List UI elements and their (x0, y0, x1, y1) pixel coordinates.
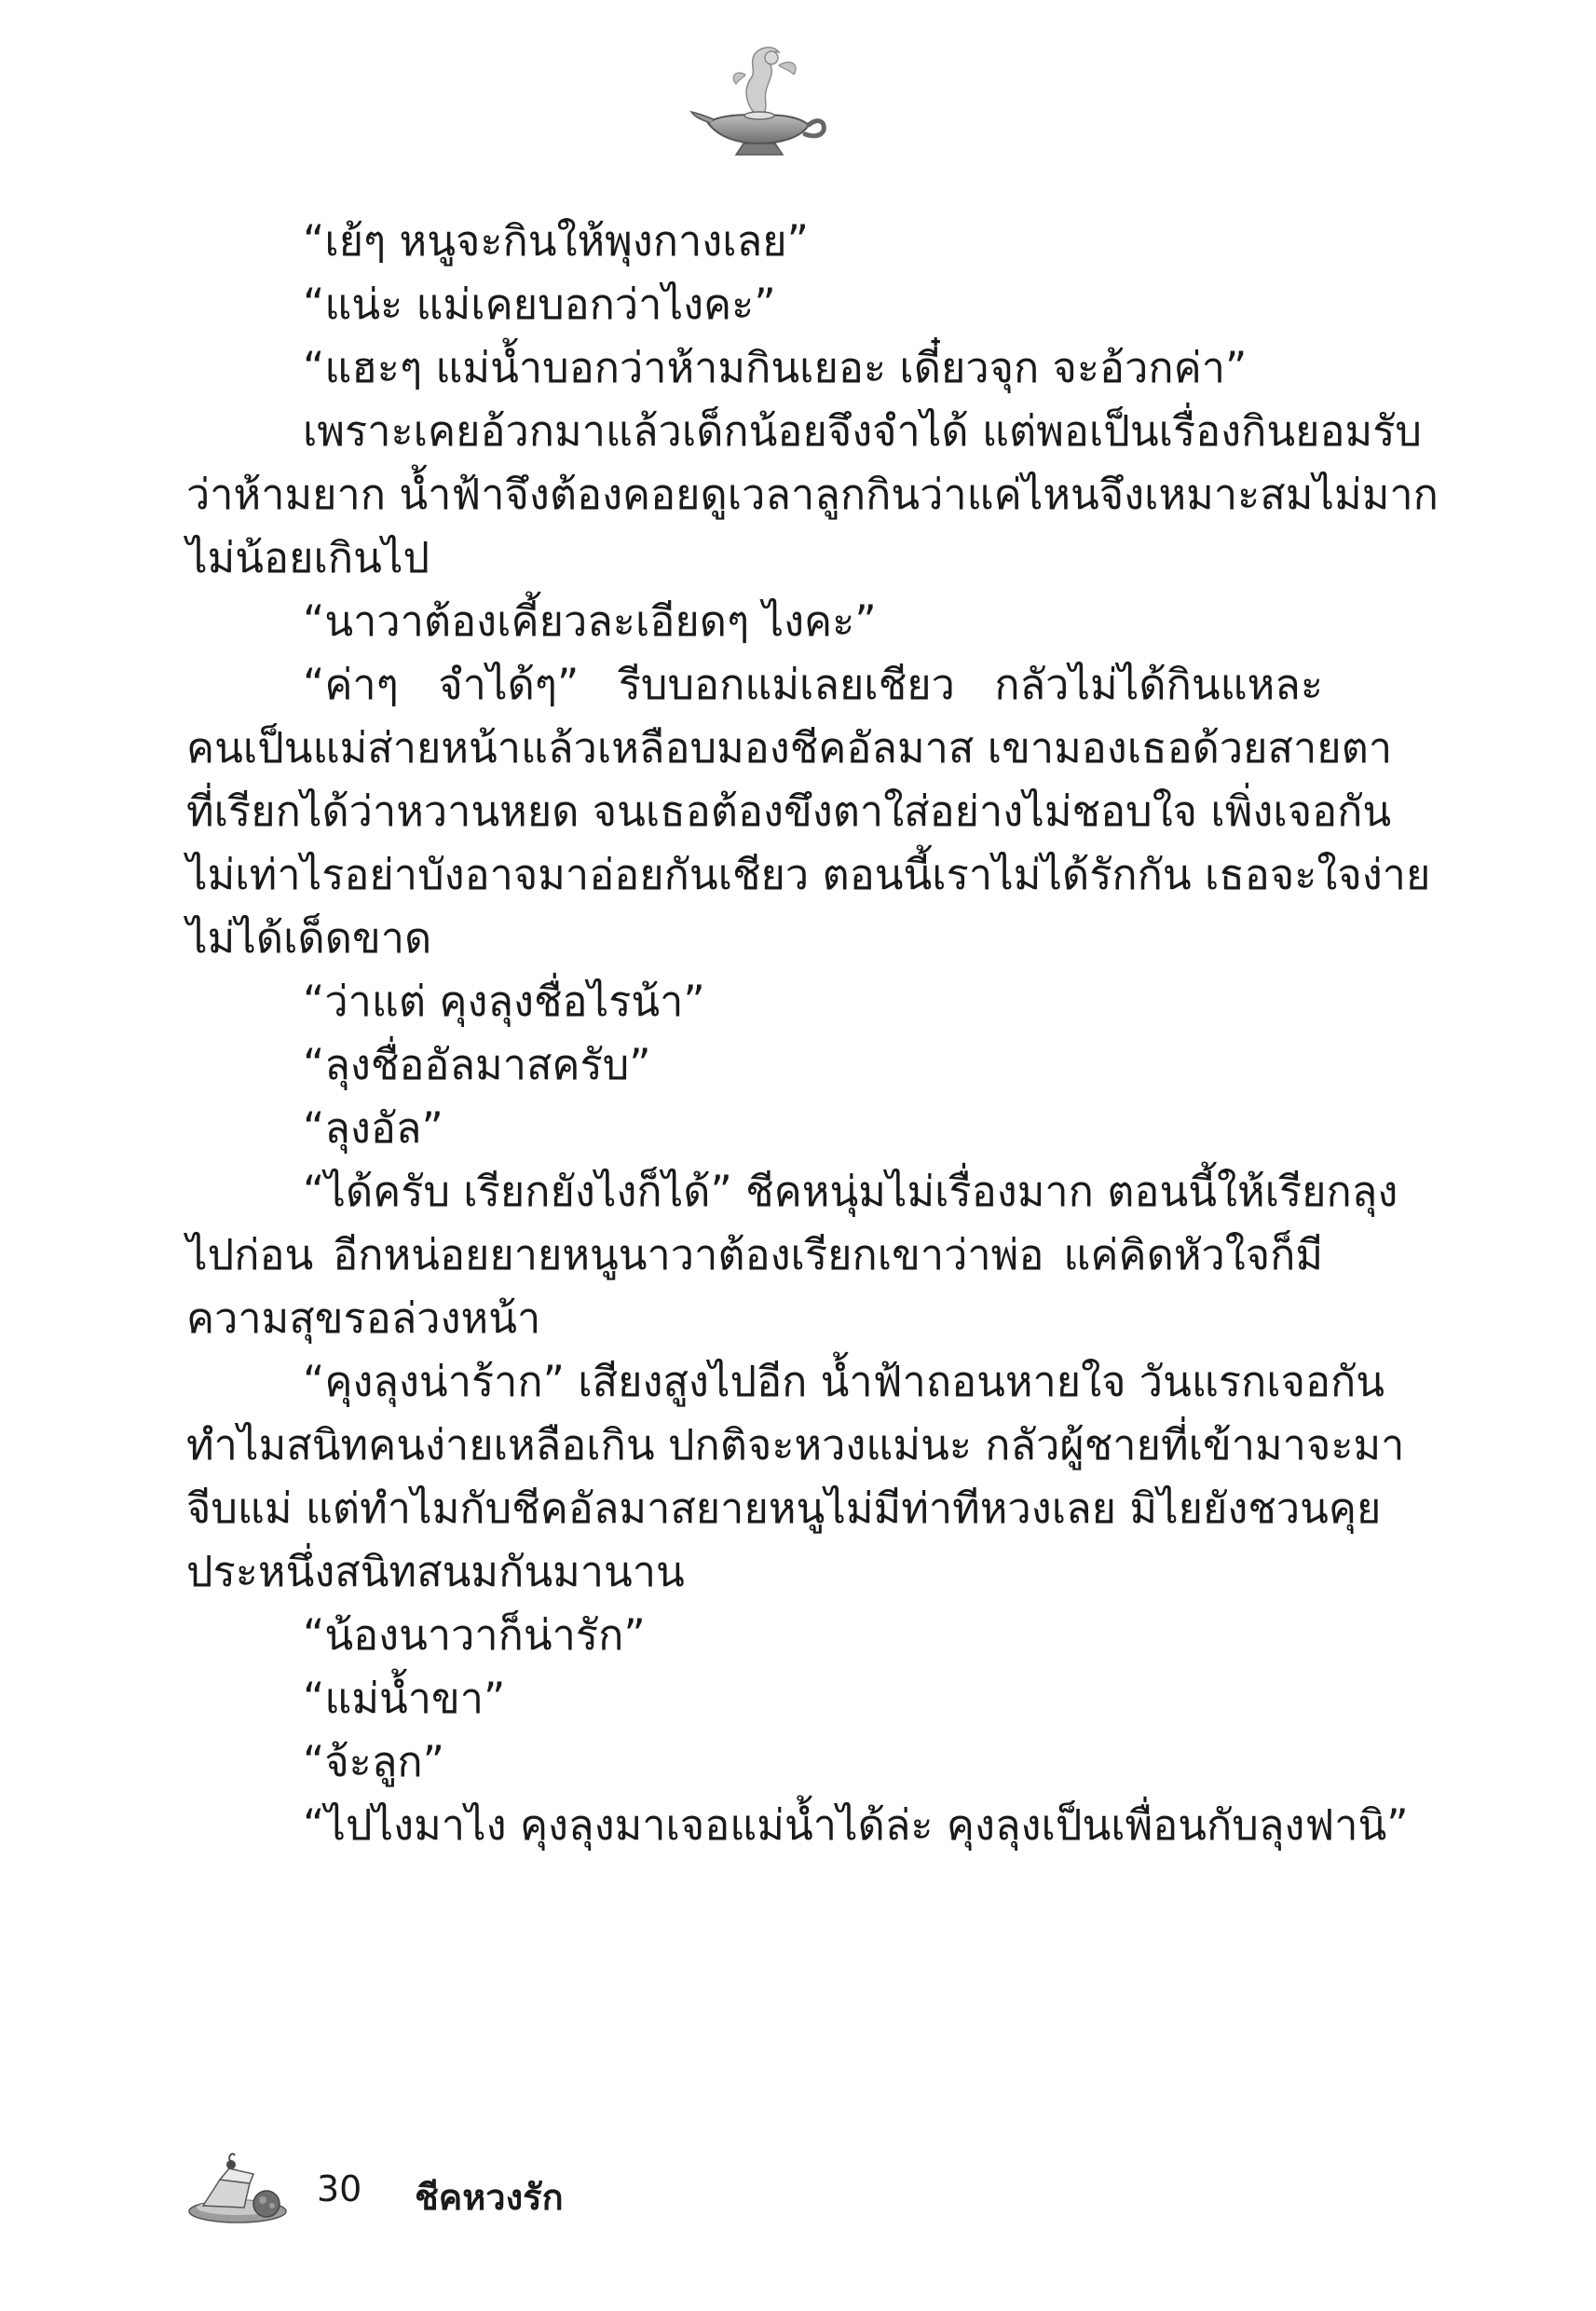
body-text (186, 210, 1439, 1857)
genie-lamp-icon (689, 37, 829, 163)
text-line: “เย้ๆ หนูจะกินให้พุงกางเลย” (303, 216, 809, 266)
text-line: “คุงลุงน่าร้าก” เสียงสูงไปอีก น้ำฟ้าถอนหายใจ วันแรกเจอกัน (303, 1357, 1385, 1406)
page-footer (186, 2148, 932, 2232)
text-line: “แน่ะ แม่เคยบอกว่าไงคะ” (303, 280, 776, 329)
text-line: “น้องนาวาก็น่ารัก” (303, 1610, 646, 1660)
text-line: ไม่ได้เด็ดขาด (186, 913, 432, 963)
page-number: 30 (317, 2168, 362, 2209)
text-line: “แม่น้ำขา” (303, 1674, 506, 1723)
text-line: “ค่าๆ จำได้ๆ” รีบบอกแม่เลยเชียว กลัวไม่ได้กินแหละ (303, 660, 1323, 709)
text-line: ไม่เท่าไรอย่าบังอาจมาอ่อยกันเชียว ตอนนี้เราไม่ได้รักกัน เธอจะใจง่าย (186, 850, 1431, 899)
text-line: “ลุงอัล” (303, 1103, 443, 1153)
text-line: “จ้ะลูก” (303, 1737, 444, 1786)
text-line: “ได้ครับ เรียกยังไงก็ได้” ชีคหนุ่มไม่เรื่องมาก ตอนนี้ให้เรียกลุง (303, 1167, 1398, 1216)
text-line: ประหนึ่งสนิทสนมกันมานาน (186, 1547, 685, 1596)
text-line: “ลุงชื่ออัลมาสครับ” (303, 1040, 651, 1089)
text-line: ไม่น้อยเกินไป (186, 533, 430, 582)
book-title: ชีคหวงรัก (415, 2177, 564, 2218)
text-line: “แฮะๆ แม่น้ำบอกว่าห้ามกินเยอะ เดี๋ยวจุก จะอ้วกค่า” (303, 343, 1248, 392)
text-line: ว่าห้ามยาก น้ำฟ้าจึงต้องคอยดูเวลาลูกกินว่าแค่ไหนจึงเหมาะสมไม่มาก (186, 470, 1439, 519)
text-line: “ว่าแต่ คุงลุงชื่อไรน้า” (303, 977, 705, 1026)
text-line: คนเป็นแม่ส่ายหน้าแล้วเหลือบมองชีคอัลมาส เขามองเธอด้วยสายตา (186, 723, 1393, 773)
dessert-plate-icon (186, 2148, 289, 2227)
text-line: เพราะเคยอ้วกมาแล้วเด็กน้อยจึงจำได้ แต่พอเป็นเรื่องกินยอมรับ (303, 406, 1422, 456)
text-line: “ไปไงมาไง คุงลุงมาเจอแม่น้ำได้ล่ะ คุงลุงเป็นเพื่อนกับลุงฟานิ” (303, 1800, 1409, 1850)
text-line: ความสุขรอล่วงหน้า (186, 1293, 541, 1343)
text-line: จีบแม่ แต่ทำไมกับชีคอัลมาสยายหนูไม่มีท่าทีหวงเลย มิไยยังชวนคุย (186, 1484, 1382, 1533)
text-line: ทำไมสนิทคนง่ายเหลือเกิน ปกติจะหวงแม่นะ กลัวผู้ชายที่เข้ามาจะมา (186, 1420, 1405, 1470)
text-line: “นาวาต้องเคี้ยวละเอียดๆ ไงคะ” (303, 596, 877, 646)
text-line: ที่เรียกได้ว่าหวานหยด จนเธอต้องขึงตาใส่อย่างไม่ชอบใจ เพิ่งเจอกัน (186, 786, 1392, 836)
text-line: ไปก่อน อีกหน่อยยายหนูนาวาต้องเรียกเขาว่าพ่อ แค่คิดหัวใจก็มี (186, 1230, 1323, 1279)
